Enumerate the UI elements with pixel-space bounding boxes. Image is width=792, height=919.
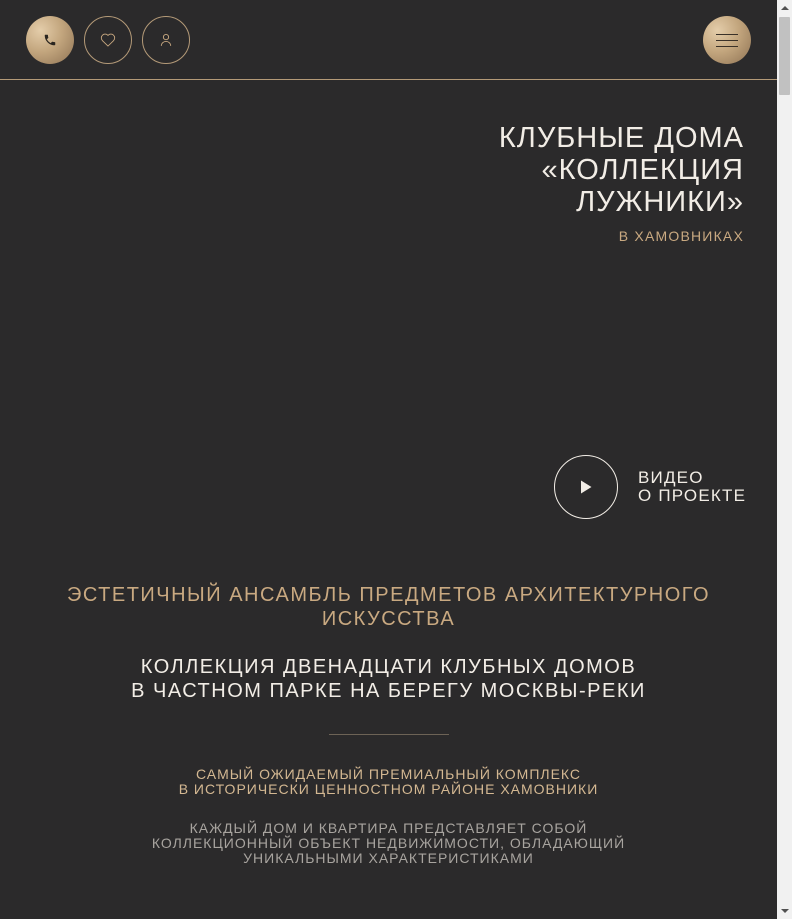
collection-line: КОЛЛЕКЦИЯ ДВЕНАДЦАТИ КЛУБНЫХ ДОМОВ (140, 656, 637, 678)
premium-line: В ИСТОРИЧЕСКИ ЦЕННОСТНОМ РАЙОНЕ ХАМОВНИКИ (178, 781, 599, 797)
phone-icon (43, 33, 57, 47)
collection-heading (40, 655, 737, 703)
play-button[interactable] (554, 455, 618, 519)
account-button[interactable] (142, 16, 190, 64)
play-icon (580, 480, 592, 494)
video-label-line: ВИДЕО (638, 468, 704, 487)
menu-icon (716, 29, 738, 52)
heart-icon (100, 33, 116, 47)
video-label[interactable] (638, 469, 746, 505)
hero-title (384, 122, 744, 218)
aesthetic-heading: ЭСТЕТИЧНЫЙ АНСАМБЛЬ ПРЕДМЕТОВ АРХИТЕКТУРНОГО ИСКУССТВА (66, 584, 711, 630)
video-about-project[interactable] (554, 455, 746, 519)
unique-line: УНИКАЛЬНЫМИ ХАРАКТЕРИСТИКАМИ (243, 850, 534, 866)
menu-button[interactable] (703, 16, 751, 64)
unique-line: КАЖДЫЙ ДОМ И КВАРТИРА ПРЕДСТАВЛЯЕТ СОБОЙ (189, 820, 588, 836)
collection-line: В ЧАСТНОМ ПАРКЕ НА БЕРЕГУ МОСКВЫ-РЕКИ (131, 680, 646, 702)
page-scrollbar[interactable] (777, 0, 792, 919)
premium-text (40, 767, 737, 797)
divider (329, 734, 449, 735)
scroll-down-icon[interactable] (781, 909, 789, 913)
premium-line: САМЫЙ ОЖИДАЕМЫЙ ПРЕМИАЛЬНЫЙ КОМПЛЕКС (195, 766, 582, 782)
video-label-line: О ПРОЕКТЕ (638, 486, 747, 505)
unique-text (40, 821, 737, 866)
hero-subtitle: В ХАМОВНИКАХ (618, 228, 744, 244)
hero-title-line: «КОЛЛЕКЦИЯ (541, 154, 744, 186)
unique-line: КОЛЛЕКЦИОННЫЙ ОБЪЕКТ НЕДВИЖИМОСТИ, ОБЛАДАЮЩИЙ (151, 835, 626, 851)
site-header (0, 0, 777, 80)
hero-title-line: ЛУЖНИКИ» (576, 186, 744, 218)
favorites-button[interactable] (84, 16, 132, 64)
hero-title-line: КЛУБНЫЕ ДОМА (498, 122, 744, 154)
scroll-up-icon[interactable] (781, 6, 789, 10)
user-icon (160, 33, 172, 47)
scroll-thumb[interactable] (779, 17, 790, 95)
phone-button[interactable] (26, 16, 74, 64)
